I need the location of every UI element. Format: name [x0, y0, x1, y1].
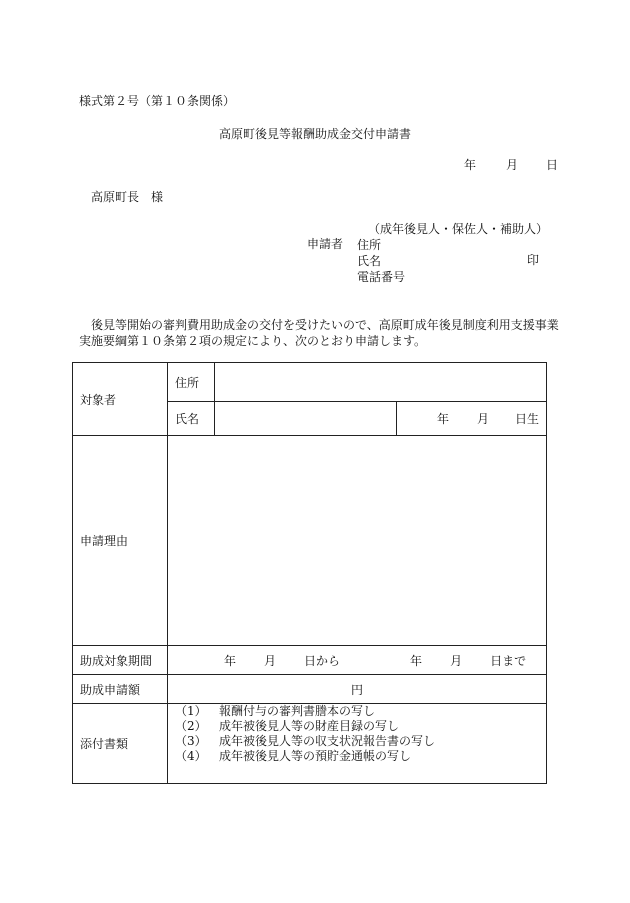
form-number: 様式第２号（第１０条関係）	[79, 94, 236, 108]
period-label: 助成対象期間	[73, 646, 168, 675]
applicant-fields	[357, 237, 405, 285]
attachments-list	[168, 704, 547, 784]
intro-paragraph	[79, 318, 559, 349]
intro-line-2: 実施要綱第１０条第２項の規定により、次のとおり申請します。	[79, 333, 427, 348]
addressee: 高原町長 様	[91, 190, 164, 204]
applicant-address-label: 住所	[357, 238, 382, 252]
intro-line-1: 後見等開始の審判費用助成金の交付を受けたいので、高原町成年後見制度利用支援事業	[91, 318, 559, 332]
period-from-month: 月	[264, 653, 277, 668]
amount-unit: 円	[350, 682, 363, 697]
attachment-item: （1） 報酬付与の審判書謄本の写し	[175, 704, 376, 718]
period-from-year: 年	[224, 653, 237, 668]
reason-field[interactable]	[168, 436, 547, 646]
period-from-day: 日から	[304, 653, 341, 668]
subject-label: 対象者	[73, 363, 168, 436]
date-year: 年	[464, 158, 477, 172]
birth-year: 年	[436, 412, 449, 426]
attachments-label: 添付書類	[73, 704, 168, 784]
date-day: 日	[546, 158, 559, 172]
attachment-item: （2） 成年被後見人等の財産目録の写し	[175, 719, 400, 733]
applicant-role-note: （成年後見人・保佐人・補助人）	[368, 222, 549, 236]
amount-label: 助成申請額	[73, 675, 168, 704]
applicant-label: 申請者	[307, 237, 344, 251]
period-to-month: 月	[450, 653, 463, 668]
birth-day: 日生	[514, 412, 539, 426]
subject-address-field[interactable]	[215, 363, 547, 402]
reason-label: 申請理由	[73, 436, 168, 646]
application-date	[464, 158, 558, 172]
birth-month: 月	[476, 412, 489, 426]
period-field[interactable]	[168, 646, 547, 675]
application-table	[72, 362, 547, 784]
date-month: 月	[506, 158, 519, 172]
subject-birthdate[interactable]	[397, 402, 547, 436]
subject-name-field[interactable]	[215, 402, 397, 436]
applicant-name-label: 氏名	[357, 254, 382, 268]
period-to-day: 日まで	[490, 653, 527, 668]
period-to-year: 年	[410, 653, 423, 668]
amount-field[interactable]	[168, 675, 547, 704]
seal-mark: 印	[527, 253, 540, 267]
attachment-item: （4） 成年被後見人等の預貯金通帳の写し	[175, 749, 412, 763]
subject-address-label: 住所	[168, 363, 215, 402]
document-title: 高原町後見等報酬助成金交付申請書	[218, 127, 411, 141]
applicant-phone-label: 電話番号	[357, 270, 406, 284]
subject-name-label: 氏名	[168, 402, 215, 436]
attachment-item: （3） 成年被後見人等の収支状況報告書の写し	[175, 734, 436, 748]
